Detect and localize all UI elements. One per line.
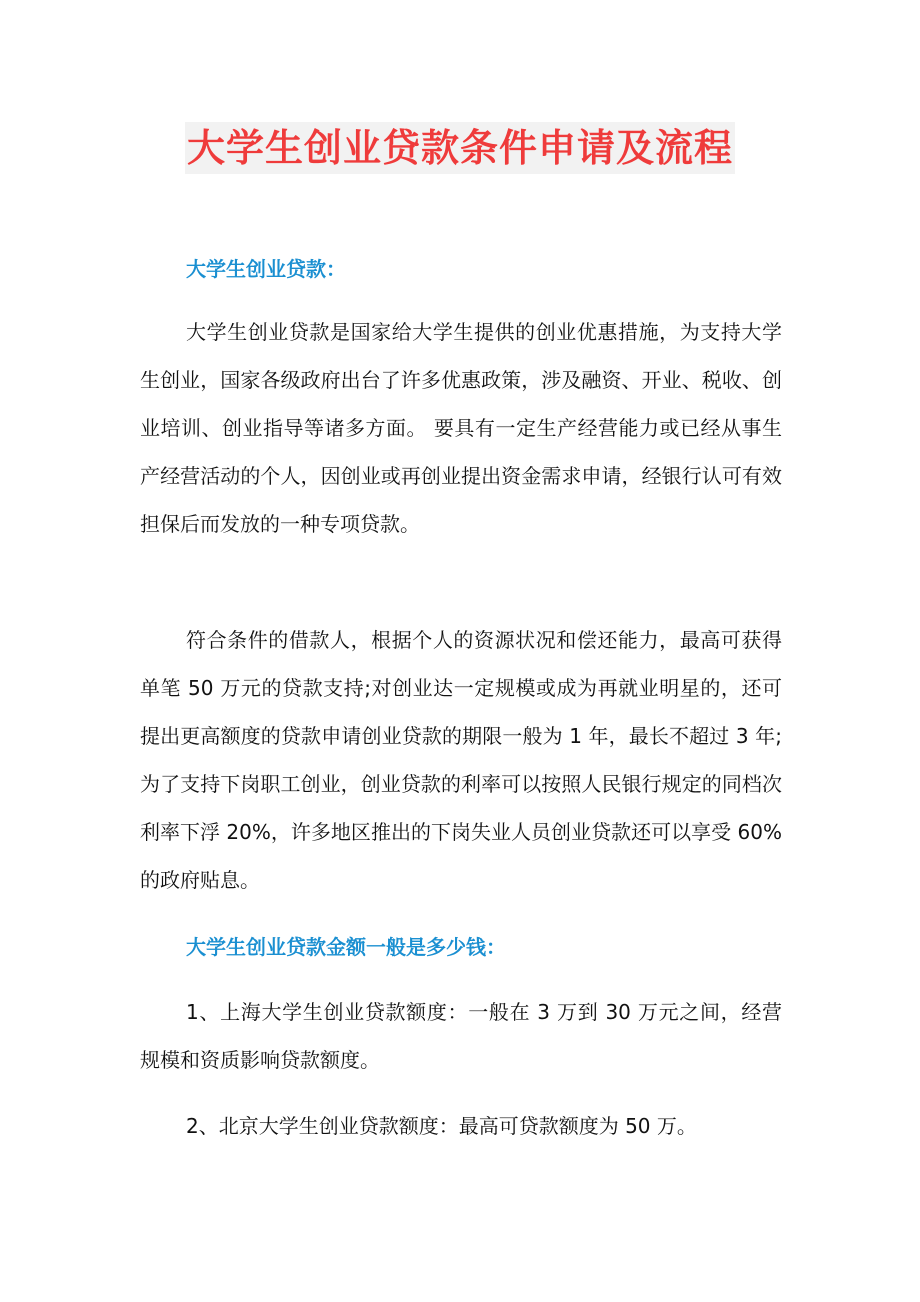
section-heading-amount: 大学生创业贷款金额一般是多少钱： [186,935,506,959]
title-container [0,122,920,174]
paragraph-loan-terms: 符合条件的借款人，根据个人的资源状况和偿还能力，最高可获得单笔 50 万元的贷款支持;对创业达一定规模或成为再就业明星的，还可提出更高额度的贷款申请创业贷款的期限一般为 1 年，最长不超过 3 年;为了支持下岗职工创业，创业贷款的利率可以按照人民银行规定的同档次利率下浮 20%，许多地区推出的下岗失业人员创业贷款还可以享受 60%的政府贴息。 [140,628,782,892]
paragraph-shanghai-amount: 1、上海大学生创业贷款额度：一般在 3 万到 30 万元之间，经营规模和资质影响贷款额度。 [140,1000,782,1072]
page-title: 大学生创业贷款条件申请及流程 [185,122,735,174]
paragraph-loan-intro: 大学生创业贷款是国家给大学生提供的创业优惠措施，为支持大学生创业，国家各级政府出台了许多优惠政策，涉及融资、开业、税收、创业培训、创业指导等诸多方面。 要具有一定生产经营能力或已经从事生产经营活动的个人，因创业或再创业提出资金需求申请，经银行认可有效担保后而发放的一种专项贷款。 [140,320,782,536]
paragraph-beijing-amount: 2、北京大学生创业贷款额度：最高可贷款额度为 50 万。 [186,1114,697,1138]
section-heading-loan: 大学生创业贷款： [186,257,346,281]
